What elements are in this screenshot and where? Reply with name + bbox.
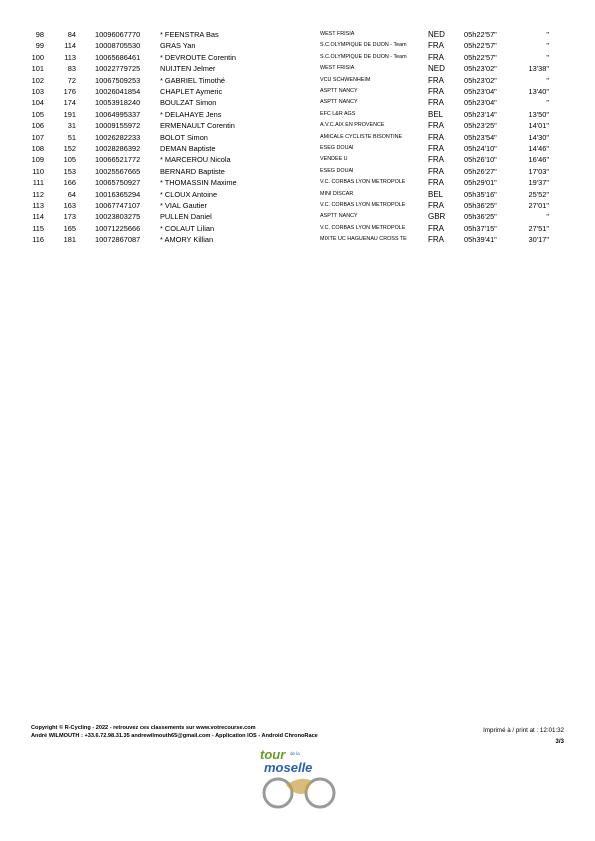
- time-cell: 05h23'02": [464, 64, 497, 74]
- print-time: Imprimé à / print at : 12:01:32: [483, 727, 564, 734]
- time-cell: 05h23'04": [464, 87, 497, 96]
- logo-wheel-left: [264, 779, 292, 807]
- uci-id-cell: 10066521772: [95, 155, 141, 165]
- table-row: [0, 132, 595, 143]
- uci-id-cell: 10026041854: [95, 87, 141, 96]
- team-cell: WEST FRISIA: [320, 65, 355, 72]
- rider-name-cell: ERMENAULT Corentin: [160, 121, 235, 131]
- gap-cell: 17'03": [528, 166, 549, 176]
- uci-id-cell: 10067509253: [95, 75, 141, 85]
- bib-cell: 72: [67, 75, 76, 85]
- table-row: [0, 166, 595, 177]
- rider-name-cell: * MARCEROU Nicola: [160, 155, 231, 165]
- position-cell: 111: [32, 178, 44, 188]
- copyright-line: Copyright © R-Cycling - 2022 - retrouvez ces classements sur www.votrecourse.com: [31, 725, 256, 731]
- time-cell: 05h23'14": [464, 109, 497, 119]
- uci-id-cell: 10008705530: [95, 41, 141, 51]
- uci-id-cell: 10016365294: [95, 189, 141, 199]
- position-cell: 106: [31, 121, 44, 131]
- nationality-cell: FRA: [428, 41, 444, 51]
- position-cell: 107: [31, 132, 44, 142]
- table-row: [0, 211, 595, 222]
- gap-cell: 13'40": [528, 87, 549, 96]
- bib-cell: 181: [63, 235, 76, 245]
- table-row: [0, 97, 595, 108]
- time-cell: 05h23'54": [464, 132, 497, 142]
- rider-name-cell: CHAPLET Aymeric: [160, 87, 223, 96]
- uci-id-cell: 10009155972: [95, 121, 141, 131]
- rider-name-cell: PULLEN Daniel: [160, 212, 212, 222]
- tour-de-moselle-logo: [256, 745, 346, 811]
- gap-cell: 13'50": [528, 109, 549, 119]
- bib-cell: 114: [64, 41, 76, 51]
- nationality-cell: FRA: [428, 52, 444, 62]
- bib-cell: 152: [63, 144, 76, 153]
- position-cell: 109: [31, 155, 44, 165]
- gap-cell: ": [546, 52, 549, 62]
- table-row: [0, 189, 595, 200]
- uci-id-cell: 10065750927: [95, 178, 141, 188]
- logo-text-moselle: moselle: [264, 760, 313, 775]
- bib-cell: 173: [63, 212, 76, 222]
- uci-id-cell: 10025567665: [95, 166, 141, 176]
- time-cell: 05h23'02": [464, 75, 497, 85]
- gap-cell: 14'30": [528, 132, 549, 142]
- bib-cell: 163: [63, 201, 76, 210]
- team-cell: EFC L&R AGS: [320, 110, 356, 117]
- gap-cell: 14'01": [528, 121, 549, 131]
- nationality-cell: BEL: [428, 109, 444, 119]
- gap-cell: 16'46": [528, 155, 549, 165]
- position-cell: 112: [32, 189, 44, 199]
- table-row: [0, 75, 595, 86]
- team-cell: ASPTT NANCY: [320, 213, 358, 220]
- footer-credits: [31, 725, 318, 740]
- rider-name-cell: DEMAN Baptiste: [160, 144, 216, 153]
- table-row: [0, 29, 595, 40]
- uci-id-cell: 10067747107: [95, 201, 141, 210]
- bib-cell: 166: [63, 178, 76, 188]
- rider-name-cell: GRAS Yan: [160, 41, 196, 51]
- gap-cell: 27'01": [528, 201, 549, 210]
- rider-name-cell: * COLAUT Lilian: [160, 223, 215, 233]
- position-cell: 105: [31, 109, 44, 119]
- team-cell: WEST FRISIA: [320, 31, 355, 37]
- gap-cell: ": [546, 212, 549, 222]
- time-cell: 05h36'25": [464, 201, 497, 210]
- bib-cell: 64: [67, 189, 76, 199]
- time-cell: 05h22'57": [464, 30, 497, 39]
- nationality-cell: FRA: [428, 121, 444, 131]
- rider-name-cell: BERNARD Baptiste: [160, 166, 225, 176]
- rider-name-cell: BOULZAT Simon: [160, 98, 217, 108]
- logo-text-small: de la: [290, 751, 300, 756]
- table-row: [0, 154, 595, 165]
- nationality-cell: FRA: [428, 132, 444, 142]
- gap-cell: 19'37": [528, 178, 549, 188]
- time-cell: 05h36'25": [464, 212, 497, 222]
- nationality-cell: FRA: [428, 87, 444, 96]
- gap-cell: ": [546, 41, 549, 51]
- uci-id-cell: 10096067770: [95, 30, 141, 39]
- rider-name-cell: * THOMASSIN Maxime: [160, 178, 237, 188]
- print-info: [460, 725, 564, 747]
- position-cell: 115: [32, 223, 44, 233]
- position-cell: 98: [35, 30, 44, 39]
- table-row: [0, 234, 595, 245]
- team-cell: VCU SCHWENHEIM: [320, 76, 371, 83]
- team-cell: A.V.C.AIX EN PROVENCE: [320, 122, 385, 129]
- nationality-cell: FRA: [428, 235, 444, 245]
- time-cell: 05h23'25": [464, 121, 497, 131]
- uci-id-cell: 10064995337: [95, 109, 141, 119]
- time-cell: 05h22'57": [464, 52, 497, 62]
- position-cell: 100: [31, 52, 44, 62]
- team-cell: MIXTE UC HAGUENAU CROSS TE: [320, 236, 407, 243]
- gap-cell: ": [546, 30, 549, 39]
- time-cell: 05h23'04": [464, 98, 497, 108]
- table-row: [0, 52, 595, 63]
- uci-id-cell: 10023803275: [95, 212, 141, 222]
- gap-cell: 14'46": [528, 144, 549, 153]
- position-cell: 113: [32, 201, 44, 210]
- page-number: 3/3: [555, 738, 564, 745]
- rider-name-cell: * DEVROUTE Corentin: [160, 52, 236, 62]
- position-cell: 114: [32, 212, 44, 222]
- time-cell: 05h35'16": [464, 189, 497, 199]
- table-row: [0, 120, 595, 131]
- position-cell: 101: [31, 64, 44, 74]
- table-row: [0, 86, 595, 97]
- nationality-cell: NED: [428, 64, 445, 74]
- rider-name-cell: * GABRIEL Timothé: [160, 75, 226, 85]
- bib-cell: 153: [63, 166, 76, 176]
- gap-cell: ": [546, 75, 549, 85]
- bib-cell: 105: [63, 155, 76, 165]
- bib-cell: 191: [63, 109, 76, 119]
- team-cell: AMICALE CYCLISTE BISONTINE: [320, 133, 403, 140]
- nationality-cell: FRA: [428, 223, 444, 233]
- time-cell: 05h26'10": [464, 155, 497, 165]
- contact-line: André WILMOUTH : +33.6.72.98.31.35 andrewilmouth65@gmail.com - Application IOS - Android ChronoRace: [31, 732, 318, 739]
- uci-id-cell: 10071225666: [95, 223, 141, 233]
- nationality-cell: FRA: [428, 178, 444, 188]
- rider-name-cell: * CLOUX Antoine: [160, 189, 218, 199]
- gap-cell: 30'17": [528, 235, 549, 245]
- bib-cell: 31: [67, 121, 76, 131]
- position-cell: 99: [35, 41, 44, 51]
- team-cell: V.C. CORBAS LYON METROPOLE: [320, 224, 406, 231]
- bib-cell: 165: [63, 223, 76, 233]
- table-row: [0, 177, 595, 188]
- nationality-cell: FRA: [428, 144, 444, 153]
- position-cell: 102: [31, 75, 44, 85]
- time-cell: 05h22'57": [464, 41, 497, 51]
- gap-cell: ": [546, 98, 549, 108]
- gap-cell: 25'52": [528, 189, 549, 199]
- team-cell: ESEG DOUAI: [320, 167, 354, 174]
- team-cell: ASPTT NANCY: [320, 88, 358, 94]
- uci-id-cell: 10053918240: [95, 98, 141, 108]
- bib-cell: 176: [63, 87, 76, 96]
- team-cell: ESEG DOUAI: [320, 145, 354, 151]
- table-row: [0, 223, 595, 234]
- nationality-cell: FRA: [428, 98, 444, 108]
- team-cell: S.C.OLYMPIQUE DE DIJON - Team: [320, 42, 407, 49]
- table-row: [0, 63, 595, 74]
- position-cell: 103: [31, 87, 44, 96]
- gap-cell: 13'38": [528, 64, 549, 74]
- rider-name-cell: * VIAL Gautier: [160, 201, 207, 210]
- team-cell: S.C.OLYMPIQUE DE DIJON - Team: [320, 53, 407, 60]
- uci-id-cell: 10028286392: [95, 144, 141, 153]
- time-cell: 05h29'01": [464, 178, 497, 188]
- nationality-cell: NED: [428, 30, 445, 39]
- position-cell: 116: [32, 235, 44, 245]
- position-cell: 104: [31, 98, 44, 108]
- team-cell: V.C. CORBAS LYON METROPOLE: [320, 202, 406, 208]
- team-cell: MINI DISCAR: [320, 190, 354, 197]
- uci-id-cell: 10072867087: [95, 235, 141, 245]
- time-cell: 05h39'41": [464, 235, 497, 245]
- logo-rider: [286, 779, 312, 794]
- nationality-cell: FRA: [428, 166, 444, 176]
- rider-name-cell: NUIJTEN Jelmer: [160, 64, 216, 74]
- bib-cell: 51: [67, 132, 76, 142]
- team-cell: V.C. CORBAS LYON METROPOLE: [320, 179, 406, 186]
- position-cell: 110: [32, 166, 44, 176]
- time-cell: 05h24'10": [464, 144, 497, 153]
- bib-cell: 84: [67, 30, 76, 39]
- team-cell: ASPTT NANCY: [320, 99, 358, 106]
- table-row: [0, 143, 595, 154]
- nationality-cell: FRA: [428, 155, 444, 165]
- rider-name-cell: * DELAHAYE Jens: [160, 109, 222, 119]
- rider-name-cell: * AMORY Killian: [160, 235, 214, 245]
- rider-name-cell: * FEENSTRA Bas: [160, 30, 219, 39]
- team-cell: VENDEE U: [320, 156, 348, 163]
- rider-name-cell: BOLOT Simon: [160, 132, 208, 142]
- uci-id-cell: 10065686461: [95, 52, 141, 62]
- nationality-cell: GBR: [428, 212, 446, 222]
- nationality-cell: FRA: [428, 75, 444, 85]
- table-row: [0, 200, 595, 211]
- table-row: [0, 40, 595, 51]
- time-cell: 05h37'15": [464, 223, 497, 233]
- bib-cell: 174: [63, 98, 76, 108]
- position-cell: 108: [31, 144, 44, 153]
- uci-id-cell: 10022779725: [95, 64, 141, 74]
- nationality-cell: FRA: [428, 201, 444, 210]
- bib-cell: 113: [64, 52, 76, 62]
- nationality-cell: BEL: [428, 189, 444, 199]
- bib-cell: 83: [67, 64, 76, 74]
- logo-text-tour: tour: [260, 747, 286, 762]
- uci-id-cell: 10026282233: [95, 132, 141, 142]
- time-cell: 05h26'27": [464, 166, 497, 176]
- table-row: [0, 109, 595, 120]
- gap-cell: 27'51": [528, 223, 549, 233]
